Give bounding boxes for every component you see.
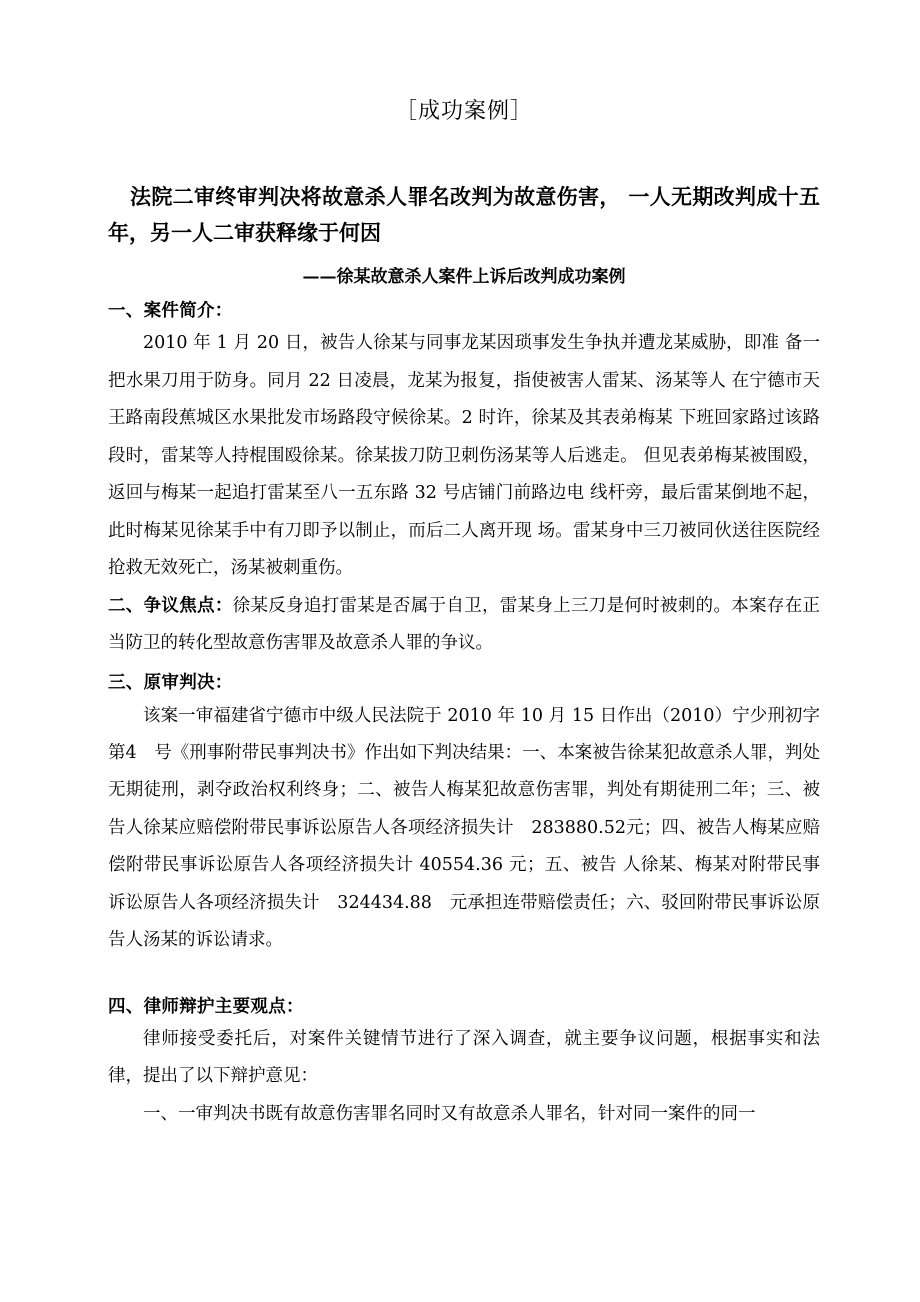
section-heading-case-summary: 一、案件简介：: [108, 301, 233, 322]
page-title: ［成功案例］: [394, 99, 533, 124]
section-heading-dispute-focus: 二、争议焦点：: [108, 595, 233, 616]
main-heading: 法院二审终审判决将故意杀人罪名改判为故意伤害， 一人无期改判成十五年，另一人二审获释缘于何因: [108, 183, 820, 245]
section-body-original-judgment: 该案一审福建省宁德市中级人民法院于 2010 年 10 月 15 日作出（2010）宁少刑初字第4 号《刑事附带民事判决书》作出如下判决结果：一、本案被告徐某犯故意杀人罪，判处无期徒刑，剥夺政治权利终身；二、被告人梅某犯故意伤害罪，判处有期徒刑二年；三、被告人徐某应赔偿附带民事诉讼原告人各项经济损失计 283880.52元；四、被告人梅某应赔偿附带民事诉讼原告人各项经济损失计 40554.36 元；五、被告 人徐某、梅某对附带民事诉讼原告人各项经济损失计 324434.88 元承担连带赔偿责任；六、驳回附带民事诉讼原告人汤某的诉讼请求。: [108, 705, 820, 951]
sub-heading: ——徐某故意杀人案件上诉后改判成功案例: [302, 266, 626, 287]
section-body-dispute-focus: 徐某反身追打雷某是否属于自卫，雷某身上三刀是何时被刺的。本案存在正当防卫的转化型故意伤害罪及故意杀人罪的争议。: [108, 595, 820, 653]
section-body-defense-opinion-item-1: 一、一审判决书既有故意伤害罪名同时又有故意杀人罪名，针对同一案件的同一: [143, 1103, 756, 1124]
section-heading-original-judgment: 三、原审判决：: [108, 673, 233, 694]
document-content: [108, 0, 820, 1133]
section-body-defense-opinions: 律师接受委托后，对案件关键情节进行了深入调查，就主要争议问题，根据事实和法律，提出了以下辩护意见：: [108, 1028, 820, 1087]
section-body-case-summary: 2010 年 1 月 20 日，被告人徐某与同事龙某因琐事发生争执并遭龙某威胁，即准 备一把水果刀用于防身。同月 22 日凌晨，龙某为报复，指使被害人雷某、汤某等人 在宁德市天王路南段蕉城区水果批发市场路段守候徐某。2 时许，徐某及其表弟梅某 下班回家路过该路段时，雷某等人持棍围殴徐某。徐某拔刀防卫刺伤汤某等人后逃走。 但见表弟梅某被围殴，返回与梅某一起追打雷某至八一五东路 32 号店铺门前路边电 线杆旁，最后雷某倒地不起，此时梅某见徐某手中有刀即予以制止，而后二人离开现 场。雷某身中三刀被同伙送往医院经抢救无效死亡，汤某被刺重伤。: [108, 333, 820, 579]
section-spacer: [108, 960, 820, 986]
section-heading-defense-opinions: 四、律师辩护主要观点：: [108, 996, 304, 1017]
section-dispute-focus: [108, 588, 820, 663]
